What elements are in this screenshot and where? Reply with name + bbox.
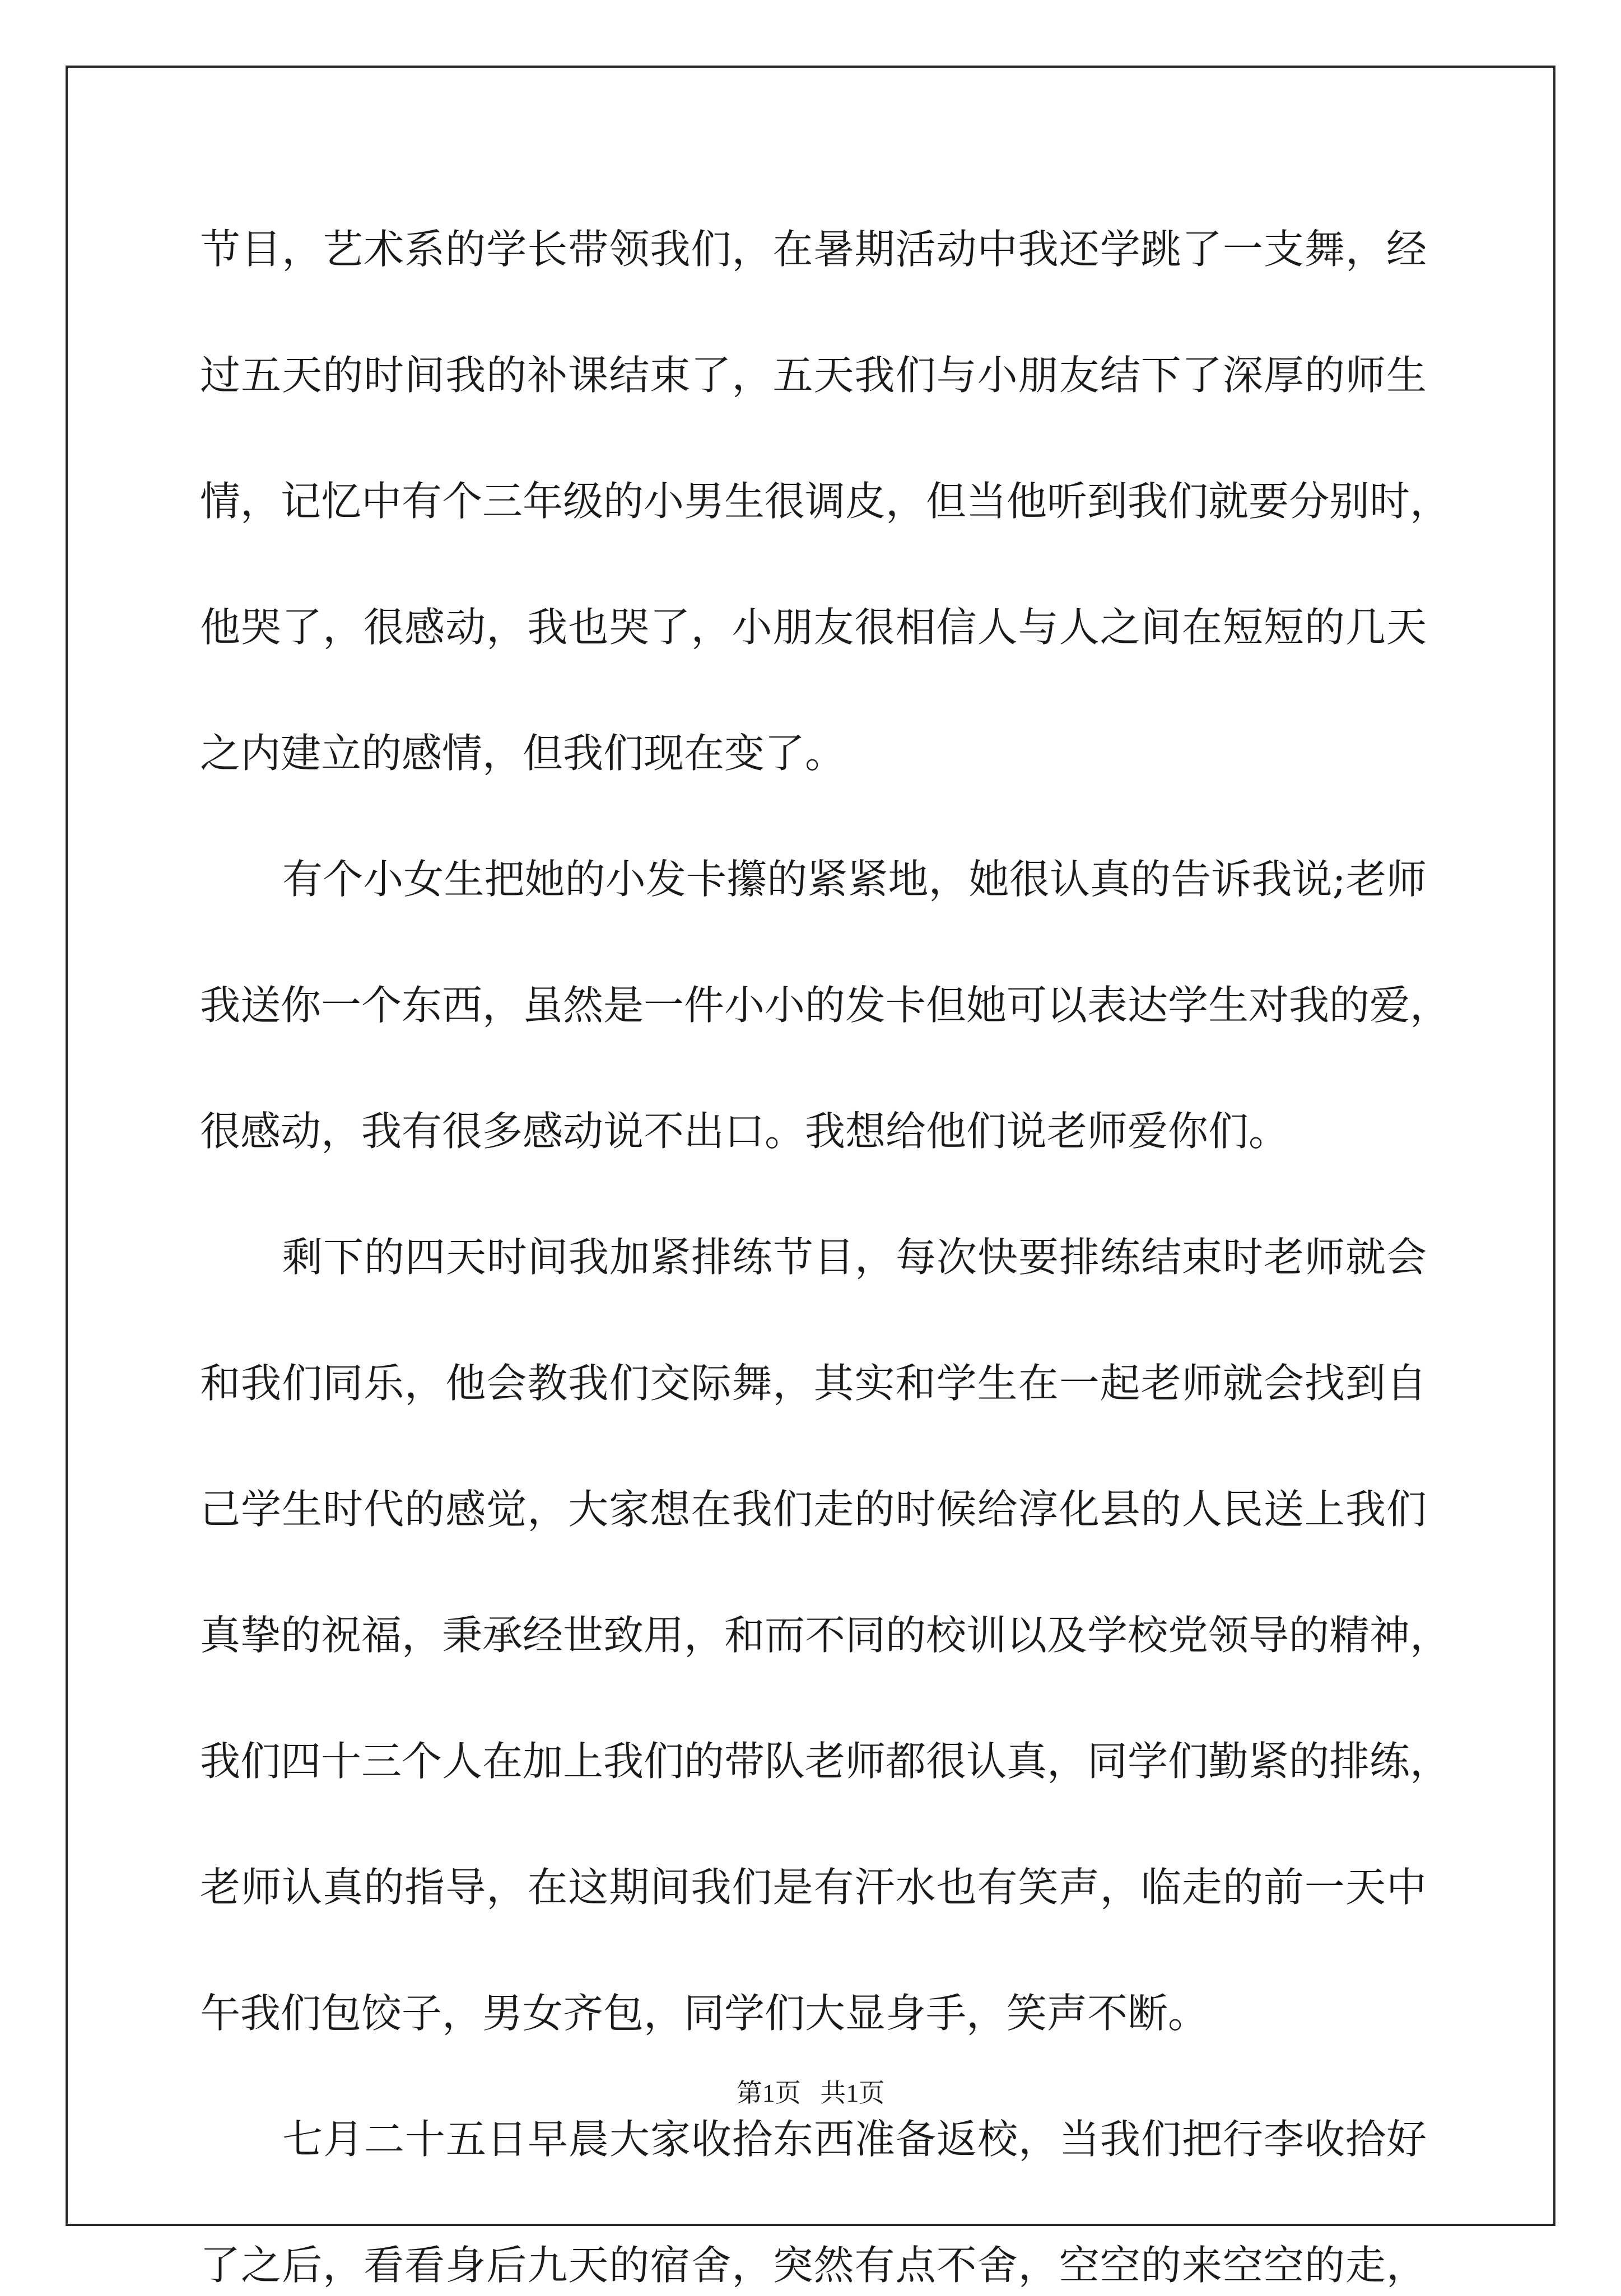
text-line: 真挚的祝福，秉承经世致用，和而不同的校训以及学校党领导的精神， bbox=[200, 1612, 1451, 1659]
text-line: 他哭了，很感动，我也哭了，小朋友很相信人与人之间在短短的几天 bbox=[200, 604, 1427, 651]
text-line: 我送你一个东西，虽然是一件小小的发卡但她可以表达学生对我的爱， bbox=[200, 982, 1451, 1029]
text-line: 我们四十三个人在加上我们的带队老师都很认真，同学们勤紧的排练， bbox=[200, 1738, 1451, 1785]
text-line: 很感动，我有很多感动说不出口。我想给他们说老师爱你们。 bbox=[200, 1108, 1289, 1155]
page-total: 共1页 bbox=[820, 2079, 885, 2107]
paragraph-first-line: 有个小女生把她的小发卡攥的紧紧地，她很认真的告诉我说;老师 bbox=[282, 856, 1427, 903]
paragraph-first-line: 剩下的四天时间我加紧排练节目，每次快要排练结束时老师就会 bbox=[282, 1234, 1427, 1281]
text-line: 午我们包饺子，男女齐包，同学们大显身手，笑声不断。 bbox=[200, 1990, 1209, 2037]
paragraph-first-line: 七月二十五日早晨大家收拾东西准备返校，当我们把行李收拾好 bbox=[282, 2116, 1427, 2163]
text-line: 情，记忆中有个三年级的小男生很调皮，但当他听到我们就要分别时， bbox=[200, 478, 1451, 525]
text-line: 之内建立的感情，但我们现在变了。 bbox=[200, 730, 846, 777]
page-number: 第1页 bbox=[736, 2079, 801, 2107]
text-line: 过五天的时间我的补课结束了，五天我们与小朋友结下了深厚的师生 bbox=[200, 352, 1427, 399]
text-line: 老师认真的指导，在这期间我们是有汗水也有笑声，临走的前一天中 bbox=[200, 1864, 1427, 1911]
text-line: 了之后，看看身后九天的宿舍，突然有点不舍，空空的来空空的走， bbox=[200, 2242, 1427, 2289]
page-footer bbox=[0, 2076, 1621, 2110]
text-line: 己学生时代的感觉，大家想在我们走的时候给淳化县的人民送上我们 bbox=[200, 1486, 1427, 1533]
text-line: 节目，艺术系的学长带领我们，在暑期活动中我还学跳了一支舞，经 bbox=[200, 226, 1427, 273]
text-line: 和我们同乐，他会教我们交际舞，其实和学生在一起老师就会找到自 bbox=[200, 1360, 1427, 1407]
